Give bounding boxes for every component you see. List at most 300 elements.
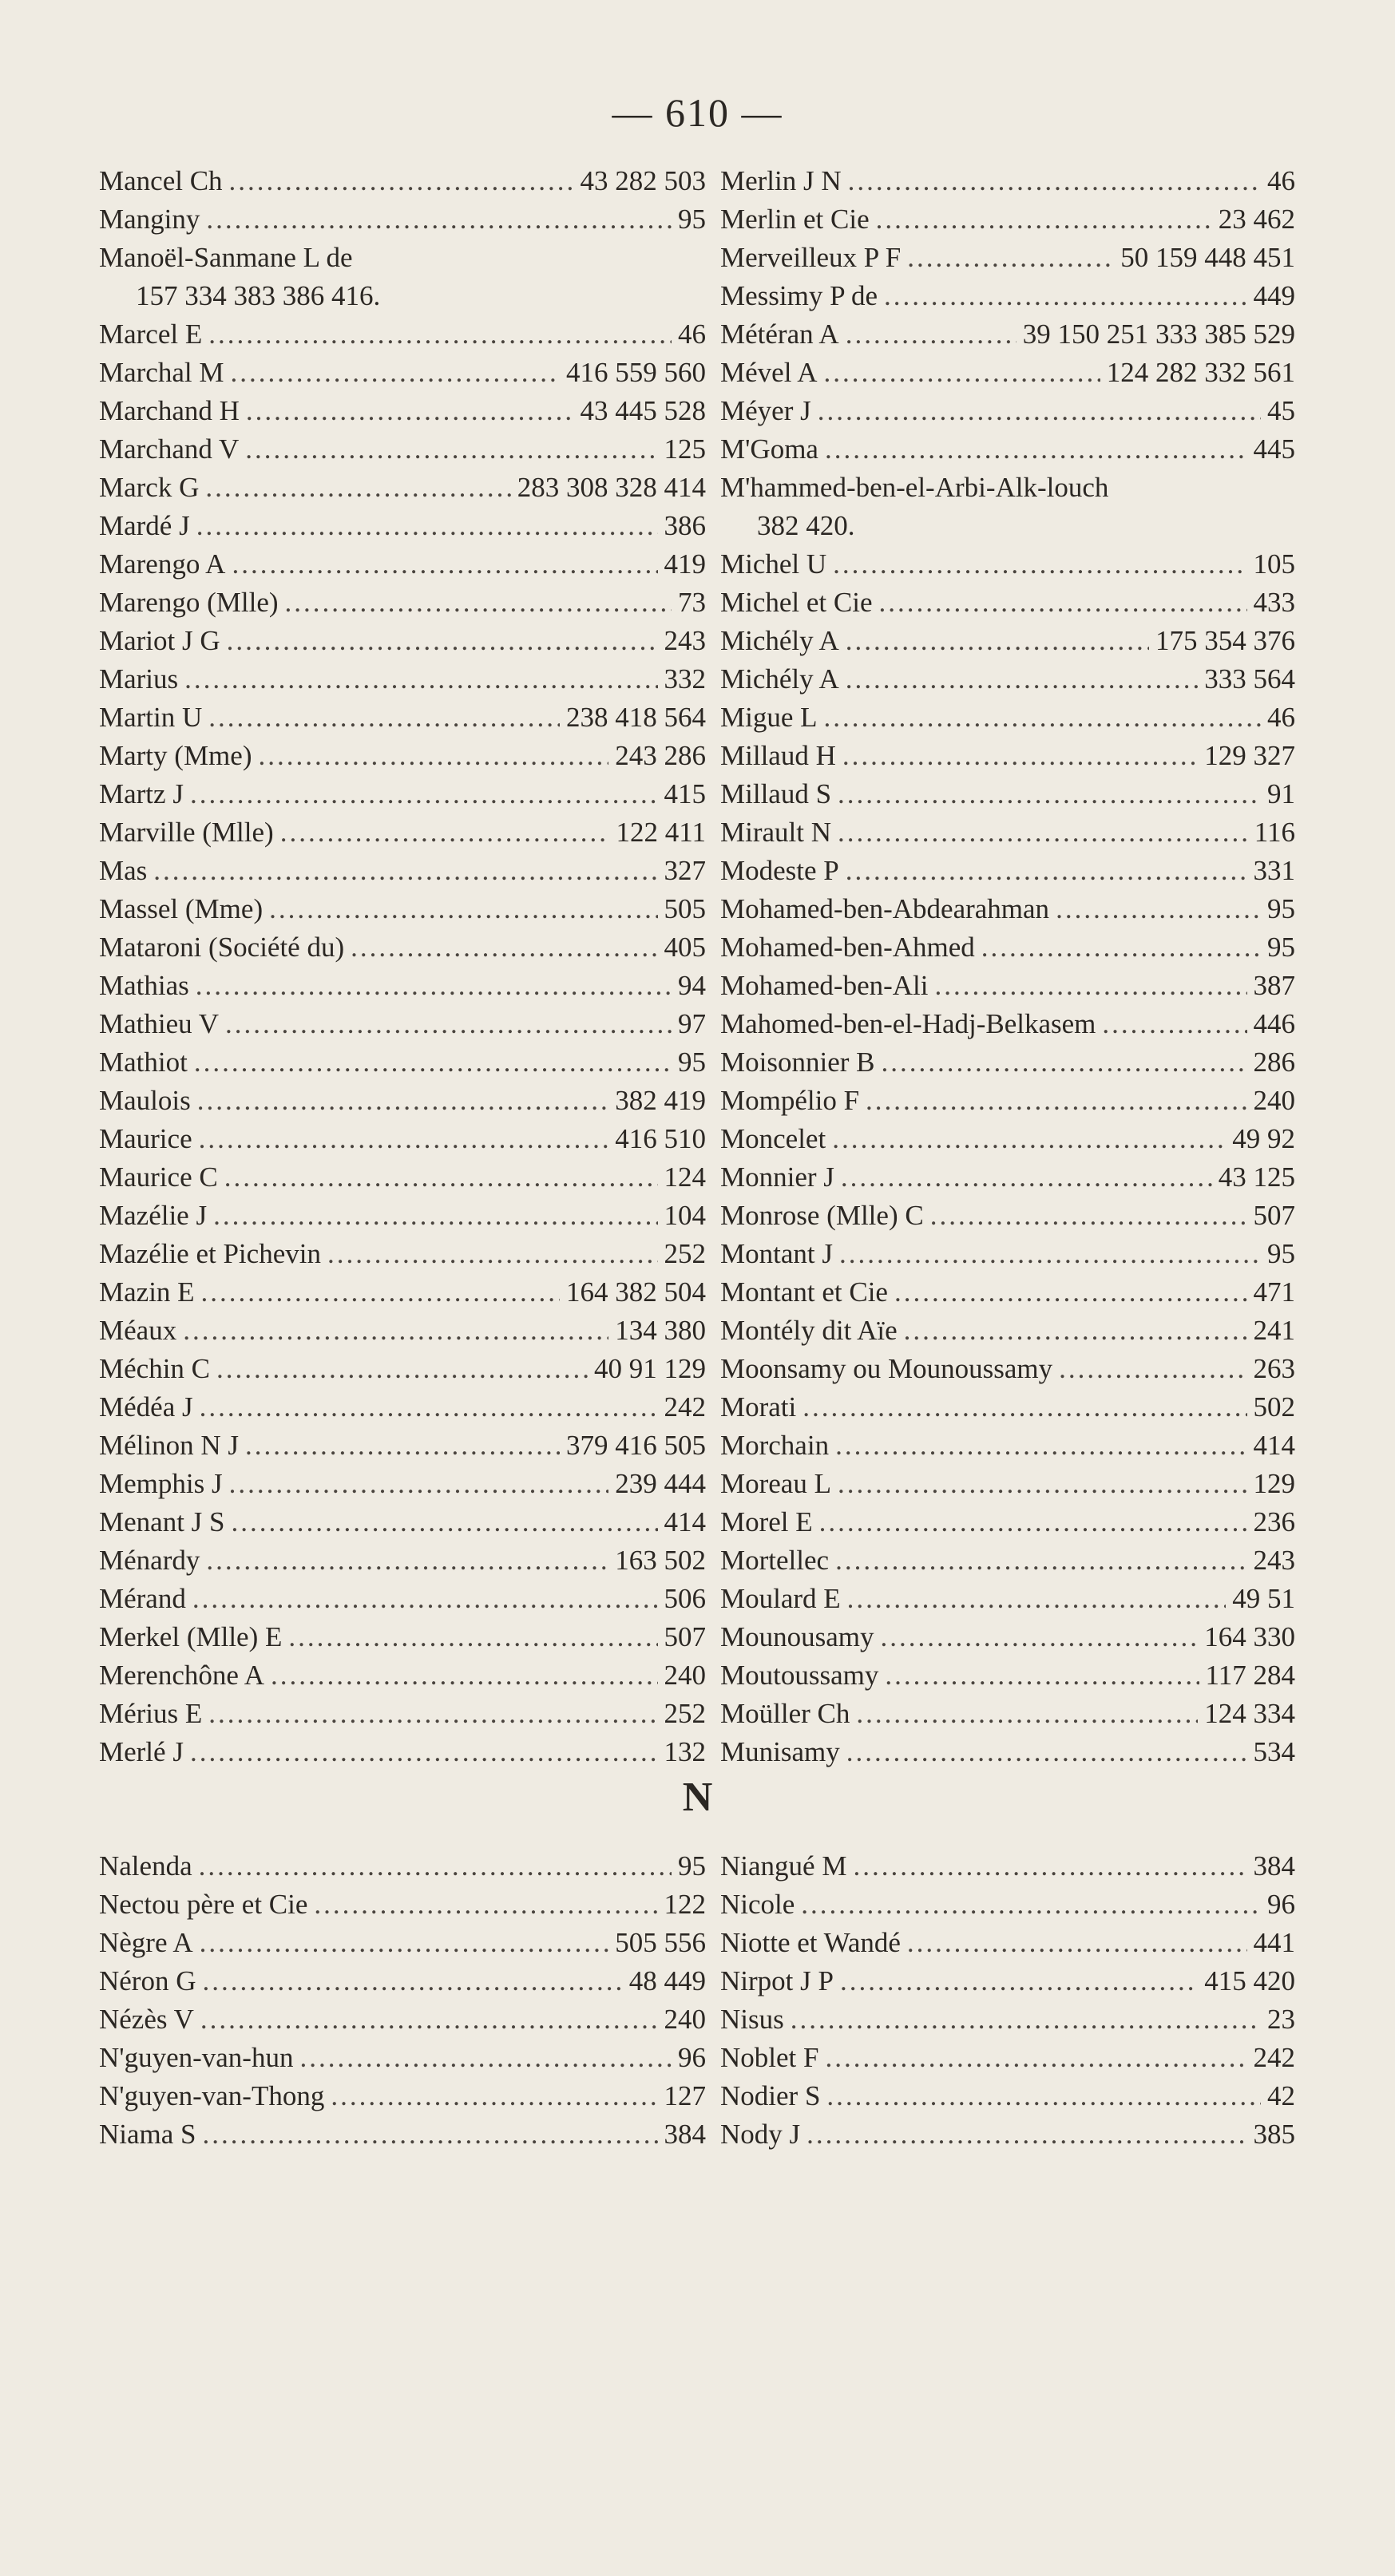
entry-pages: 534 — [1253, 1736, 1295, 1767]
leader-dots — [208, 1695, 657, 1733]
index-entry — [99, 507, 706, 545]
leader-dots — [791, 2000, 1261, 2039]
leader-dots — [879, 584, 1247, 622]
entry-pages: 387 — [1253, 970, 1295, 1001]
leader-dots — [801, 1886, 1261, 1924]
entry-name: Mohamed-ben-Ali — [720, 970, 929, 1001]
entry-pages: 241 — [1253, 1315, 1295, 1346]
entry-pages: 95 — [1267, 893, 1295, 924]
entry-pages: 132 — [664, 1736, 706, 1767]
entry-pages: 382 419 — [615, 1085, 706, 1116]
entry-pages: 164 382 504 — [566, 1276, 706, 1308]
index-entry — [720, 1350, 1295, 1388]
entry-pages: 105 — [1253, 548, 1295, 580]
entry-pages: 449 — [1253, 280, 1295, 311]
entry-name: Noblet F — [720, 2042, 819, 2073]
leader-dots — [199, 1120, 609, 1158]
entry-pages: 433 — [1253, 587, 1295, 618]
entry-pages: 414 — [1253, 1430, 1295, 1461]
leader-dots — [846, 622, 1149, 660]
entry-name: Mérand — [99, 1583, 186, 1614]
leader-dots — [196, 507, 658, 545]
entry-name: Mortellec — [720, 1545, 830, 1576]
leader-dots — [227, 622, 658, 660]
leader-dots — [192, 1580, 658, 1618]
leader-dots — [258, 737, 608, 775]
leader-dots — [819, 1503, 1247, 1541]
entry-pages: 73 — [678, 587, 706, 618]
entry-name: Merkel (Mlle) E — [99, 1621, 283, 1652]
entry-name: Nègre A — [99, 1927, 193, 1958]
index-entry — [720, 354, 1295, 392]
entry-pages: 94 — [678, 970, 706, 1001]
entry-name: Mahomed-ben-el-Hadj-Belkasem — [720, 1008, 1096, 1039]
index-entry — [720, 2115, 1295, 2154]
leader-dots — [208, 315, 672, 354]
leader-dots — [216, 1350, 588, 1388]
entry-pages: 46 — [1267, 702, 1295, 733]
entry-name: Merlin J N — [720, 165, 842, 196]
index-entry — [720, 1886, 1295, 1924]
entry-name: N'guyen-van-Thong — [99, 2080, 325, 2111]
index-entry — [99, 1082, 706, 1120]
entry-name: Mohamed-ben-Abdearahman — [720, 893, 1050, 924]
leader-dots — [246, 392, 574, 430]
leader-dots — [1059, 1350, 1246, 1388]
entry-name: Migue L — [720, 702, 818, 733]
leader-dots — [184, 660, 657, 698]
entry-name: Nody J — [720, 2119, 801, 2150]
index-entry — [720, 1426, 1295, 1465]
entry-pages: 42 — [1267, 2080, 1295, 2111]
index-entry — [99, 1465, 706, 1503]
entry-name: Monrose (Mlle) C — [720, 1200, 924, 1231]
index-entry — [720, 1273, 1295, 1312]
index-entry — [720, 1847, 1295, 1886]
entry-name: Mélinon N J — [99, 1430, 239, 1461]
entry-name: Maurice — [99, 1123, 192, 1154]
index-entry — [720, 1082, 1295, 1120]
entry-pages: 236 — [1253, 1506, 1295, 1537]
index-entry — [99, 1235, 706, 1273]
entry-name: Nodier S — [720, 2080, 821, 2111]
entry-pages: 506 — [664, 1583, 706, 1614]
entry-name: Niangué M — [720, 1850, 847, 1882]
entry-name: Merveilleux P F — [720, 242, 902, 273]
leader-dots — [881, 1043, 1246, 1082]
index-entry — [720, 162, 1295, 200]
entry-pages: 238 418 564 — [566, 702, 706, 733]
entry-name: Monnier J — [720, 1161, 834, 1193]
entry-pages: 416 559 560 — [566, 357, 706, 388]
index-entry — [99, 775, 706, 813]
leader-dots — [934, 967, 1246, 1005]
entry-pages: 382 420. — [757, 510, 855, 541]
entry-name: Moisonnier B — [720, 1047, 875, 1078]
index-entry — [720, 545, 1295, 584]
entry-name: Mazin E — [99, 1276, 195, 1308]
index-entry — [99, 545, 706, 584]
entry-pages: 96 — [678, 2042, 706, 2073]
entry-pages: 124 282 332 561 — [1106, 357, 1295, 388]
entry-pages: 243 — [664, 625, 706, 656]
index-entry — [720, 1962, 1295, 2000]
leader-dots — [199, 1847, 672, 1886]
entry-name: Merlé J — [99, 1736, 184, 1767]
index-entry — [720, 2000, 1295, 2039]
entry-pages: 95 — [678, 1047, 706, 1078]
index-entry — [99, 1695, 706, 1733]
entry-name: Moonsamy ou Mounoussamy — [720, 1353, 1053, 1384]
index-entry — [99, 1541, 706, 1580]
entry-pages: 46 — [1267, 165, 1295, 196]
leader-dots — [190, 1733, 658, 1771]
index-entry — [720, 1197, 1295, 1235]
leader-dots — [930, 1197, 1247, 1235]
entry-pages: 507 — [664, 1621, 706, 1652]
leader-dots — [208, 698, 560, 737]
leader-dots — [838, 775, 1261, 813]
entry-pages: 327 — [664, 855, 706, 886]
entry-pages: 385 — [1253, 2119, 1295, 2150]
leader-dots — [203, 1962, 623, 2000]
index-entry — [99, 1350, 706, 1388]
index-entry — [720, 698, 1295, 737]
index-entry — [720, 469, 1295, 545]
entry-pages: 49 51 — [1232, 1583, 1295, 1614]
index-entry — [720, 239, 1295, 277]
entry-pages: 95 — [1267, 1238, 1295, 1269]
leader-dots — [904, 1312, 1247, 1350]
index-entry — [99, 1158, 706, 1197]
index-entry — [720, 1733, 1295, 1771]
leader-dots — [846, 1733, 1247, 1771]
entry-name: Marcel E — [99, 319, 203, 350]
index-entry — [99, 852, 706, 890]
entry-pages: 242 — [1253, 2042, 1295, 2073]
index-column-bottom-left — [99, 1847, 706, 2154]
entry-name: Mével A — [720, 357, 818, 388]
entry-name: Moüller Ch — [720, 1698, 850, 1729]
entry-pages: 117 284 — [1205, 1660, 1295, 1691]
index-entry — [99, 430, 706, 469]
index-entry — [99, 1656, 706, 1695]
entry-pages: 97 — [678, 1008, 706, 1039]
entry-pages: 445 — [1253, 433, 1295, 465]
entry-pages: 23 462 — [1218, 204, 1295, 235]
leader-dots — [885, 1656, 1199, 1695]
entry-name: Méchin C — [99, 1353, 211, 1384]
index-entry — [720, 1005, 1295, 1043]
entry-name: Memphis J — [99, 1468, 223, 1499]
index-entry — [99, 698, 706, 737]
entry-pages: 332 — [664, 663, 706, 694]
index-entry — [99, 354, 706, 392]
entry-name: Morchain — [720, 1430, 830, 1461]
entry-name: Marchand H — [99, 395, 240, 426]
entry-name: Nirpot J P — [720, 1965, 834, 1996]
entry-pages: 175 354 376 — [1155, 625, 1295, 656]
index-entry — [99, 1733, 706, 1771]
index-entry — [99, 1847, 706, 1886]
entry-name: Marchal M — [99, 357, 224, 388]
index-entry — [720, 622, 1295, 660]
entry-name: Messimy P de — [720, 280, 878, 311]
entry-name: Mataroni (Société du) — [99, 932, 345, 963]
leader-dots — [183, 1312, 608, 1350]
index-entry — [720, 1580, 1295, 1618]
index-entry — [99, 890, 706, 928]
entry-pages: 239 444 — [615, 1468, 706, 1499]
leader-dots — [853, 1847, 1246, 1886]
index-entry — [99, 1197, 706, 1235]
leader-dots — [194, 1043, 672, 1082]
entry-name: Marius — [99, 663, 179, 694]
index-entry — [720, 277, 1295, 315]
entry-pages: 50 159 448 451 — [1120, 242, 1295, 273]
entry-name: Mohamed-ben-Ahmed — [720, 932, 975, 963]
entry-pages: 242 — [664, 1391, 706, 1423]
index-entry — [99, 1503, 706, 1541]
leader-dots — [232, 545, 657, 584]
entry-pages: 95 — [1267, 932, 1295, 963]
leader-dots — [232, 1503, 658, 1541]
entry-pages: 122 411 — [616, 817, 706, 848]
entry-name: Menant J S — [99, 1506, 225, 1537]
entry-pages: 48 449 — [628, 1965, 706, 1996]
leader-dots — [285, 584, 672, 622]
leader-dots — [206, 200, 672, 239]
entry-pages: 157 334 383 386 416. — [136, 280, 381, 311]
leader-dots — [835, 1541, 1246, 1580]
leader-dots — [280, 813, 610, 852]
leader-dots — [846, 660, 1199, 698]
index-entry — [99, 1618, 706, 1656]
entry-pages: 134 380 — [615, 1315, 706, 1346]
index-entry — [99, 2077, 706, 2115]
leader-dots — [825, 2039, 1246, 2077]
index-entry — [99, 1120, 706, 1158]
index-entry — [99, 1962, 706, 2000]
leader-dots — [245, 430, 657, 469]
entry-pages: 95 — [678, 204, 706, 235]
index-entry — [99, 928, 706, 967]
entry-pages: 240 — [664, 2004, 706, 2035]
entry-pages: 502 — [1253, 1391, 1295, 1423]
index-entry — [720, 890, 1295, 928]
entry-name: Mompélio F — [720, 1085, 860, 1116]
entry-pages: 384 — [1253, 1850, 1295, 1882]
entry-name: Martz J — [99, 778, 184, 809]
entry-pages: 96 — [1267, 1889, 1295, 1920]
index-entry — [720, 1312, 1295, 1350]
leader-dots — [225, 1005, 672, 1043]
entry-pages: 95 — [678, 1850, 706, 1882]
entry-pages: 419 — [664, 548, 706, 580]
entry-name: Montant et Cie — [720, 1276, 888, 1308]
index-entry — [720, 967, 1295, 1005]
index-entry — [720, 1656, 1295, 1695]
index-entry — [720, 584, 1295, 622]
entry-pages: 240 — [1253, 1085, 1295, 1116]
entry-name: Mounousamy — [720, 1621, 874, 1652]
entry-name: Michel et Cie — [720, 587, 873, 618]
entry-pages: 243 — [1253, 1545, 1295, 1576]
leader-dots — [907, 239, 1114, 277]
index-entry — [720, 315, 1295, 354]
entry-name: Maulois — [99, 1085, 191, 1116]
entry-name: Mathieu V — [99, 1008, 220, 1039]
index-entry — [720, 1618, 1295, 1656]
entry-pages: 124 — [664, 1161, 706, 1193]
entry-name: Moncelet — [720, 1123, 826, 1154]
page-number: — 610 — — [612, 90, 783, 135]
entry-pages: 283 308 328 414 — [517, 472, 706, 503]
entry-pages: 386 — [664, 510, 706, 541]
index-entry — [720, 660, 1295, 698]
index-entry — [720, 2039, 1295, 2077]
entry-name: Mazélie et Pichevin — [99, 1238, 321, 1269]
entry-name: Néron G — [99, 1965, 196, 1996]
index-entry — [720, 430, 1295, 469]
index-entry — [720, 1158, 1295, 1197]
entry-name: Mariot J G — [99, 625, 220, 656]
leader-dots — [866, 1082, 1246, 1120]
leader-dots — [229, 162, 574, 200]
leader-dots — [196, 967, 672, 1005]
entry-pages: 39 150 251 333 385 529 — [1022, 319, 1295, 350]
leader-dots — [838, 1465, 1247, 1503]
leader-dots — [842, 737, 1198, 775]
index-entry — [720, 1541, 1295, 1580]
index-entry — [99, 1388, 706, 1426]
entry-pages: 164 330 — [1204, 1621, 1295, 1652]
entry-pages: 286 — [1253, 1047, 1295, 1078]
entry-name: Marty (Mme) — [99, 740, 252, 771]
entry-pages: 43 125 — [1218, 1161, 1295, 1193]
leader-dots — [203, 2115, 658, 2154]
index-column-bottom-right — [720, 1847, 1295, 2154]
entry-name: Météran A — [720, 319, 839, 350]
entry-name: Manoël-Sanmane L de — [99, 242, 353, 273]
index-entry — [99, 2000, 706, 2039]
index-entry — [720, 1235, 1295, 1273]
entry-pages: 40 91 129 — [594, 1353, 706, 1384]
entry-pages: 104 — [664, 1200, 706, 1231]
entry-pages: 46 — [678, 319, 706, 350]
entry-name: Marengo (Mlle) — [99, 587, 279, 618]
index-entry — [99, 392, 706, 430]
entry-pages: 240 — [664, 1660, 706, 1691]
leader-dots — [825, 430, 1247, 469]
leader-dots — [907, 1924, 1247, 1962]
index-column-top-right — [720, 162, 1295, 1771]
entry-name: Méyer J — [720, 395, 811, 426]
entry-name: Millaud H — [720, 740, 836, 771]
entry-pages: 331 — [1253, 855, 1295, 886]
leader-dots — [846, 315, 1017, 354]
entry-name: Nézès V — [99, 2004, 194, 2035]
leader-dots — [229, 1465, 609, 1503]
entry-name: Martin U — [99, 702, 203, 733]
entry-pages: 252 — [664, 1698, 706, 1729]
leader-dots — [245, 1426, 560, 1465]
entry-pages: 129 — [1253, 1468, 1295, 1499]
leader-dots — [1056, 890, 1261, 928]
entry-name: Morel E — [720, 1506, 813, 1537]
entry-name: Montély dit Aïe — [720, 1315, 898, 1346]
leader-dots — [288, 1618, 657, 1656]
entry-name: N'guyen-van-hun — [99, 2042, 294, 2073]
entry-name: Marville (Mlle) — [99, 817, 274, 848]
entry-name: Médéa J — [99, 1391, 193, 1423]
index-entry — [99, 2039, 706, 2077]
leader-dots — [153, 852, 657, 890]
entry-pages: 252 — [664, 1238, 706, 1269]
entry-name: Nisus — [720, 2004, 784, 2035]
index-entry — [720, 1120, 1295, 1158]
entry-pages: 333 564 — [1204, 663, 1295, 694]
leader-dots — [833, 545, 1246, 584]
entry-name: Mathias — [99, 970, 189, 1001]
index-entry — [99, 1426, 706, 1465]
entry-name: Massel (Mme) — [99, 893, 264, 924]
leader-dots — [847, 1580, 1227, 1618]
leader-dots — [190, 775, 658, 813]
entry-pages: 379 416 505 — [566, 1430, 706, 1461]
entry-name: Montant J — [720, 1238, 833, 1269]
leader-dots — [841, 1158, 1212, 1197]
entry-pages: 23 — [1267, 2004, 1295, 2035]
entry-name: Niama S — [99, 2119, 196, 2150]
index-entry — [99, 469, 706, 507]
entry-name: Nectou père et Cie — [99, 1889, 308, 1920]
leader-dots — [840, 1962, 1198, 2000]
leader-dots — [299, 2039, 672, 2077]
entry-pages: 243 286 — [615, 740, 706, 771]
index-entry — [720, 928, 1295, 967]
index-entry — [720, 1503, 1295, 1541]
entry-pages: 416 510 — [615, 1123, 706, 1154]
leader-dots — [197, 1082, 609, 1120]
index-entry — [720, 1465, 1295, 1503]
entry-name: Michély A — [720, 663, 839, 694]
entry-pages: 415 — [664, 778, 706, 809]
entry-name: M'Goma — [720, 433, 818, 465]
entry-pages: 384 — [664, 2119, 706, 2150]
leader-dots — [803, 1388, 1246, 1426]
index-entry — [720, 775, 1295, 813]
entry-name: Ménardy — [99, 1545, 200, 1576]
entry-pages: 405 — [664, 932, 706, 963]
entry-pages: 414 — [664, 1506, 706, 1537]
index-column-top-left — [99, 162, 706, 1771]
entry-name: Maurice C — [99, 1161, 218, 1193]
leader-dots — [839, 1235, 1261, 1273]
entry-name: Niotte et Wandé — [720, 1927, 901, 1958]
entry-name: Mas — [99, 855, 148, 886]
entry-pages: 163 502 — [615, 1545, 706, 1576]
leader-dots — [981, 928, 1261, 967]
leader-dots — [824, 698, 1261, 737]
index-entry — [99, 1580, 706, 1618]
entry-pages: 505 — [664, 893, 706, 924]
leader-dots — [213, 1197, 657, 1235]
index-entry — [99, 584, 706, 622]
index-entry — [99, 200, 706, 239]
leader-dots — [269, 890, 657, 928]
leader-dots — [838, 813, 1248, 852]
